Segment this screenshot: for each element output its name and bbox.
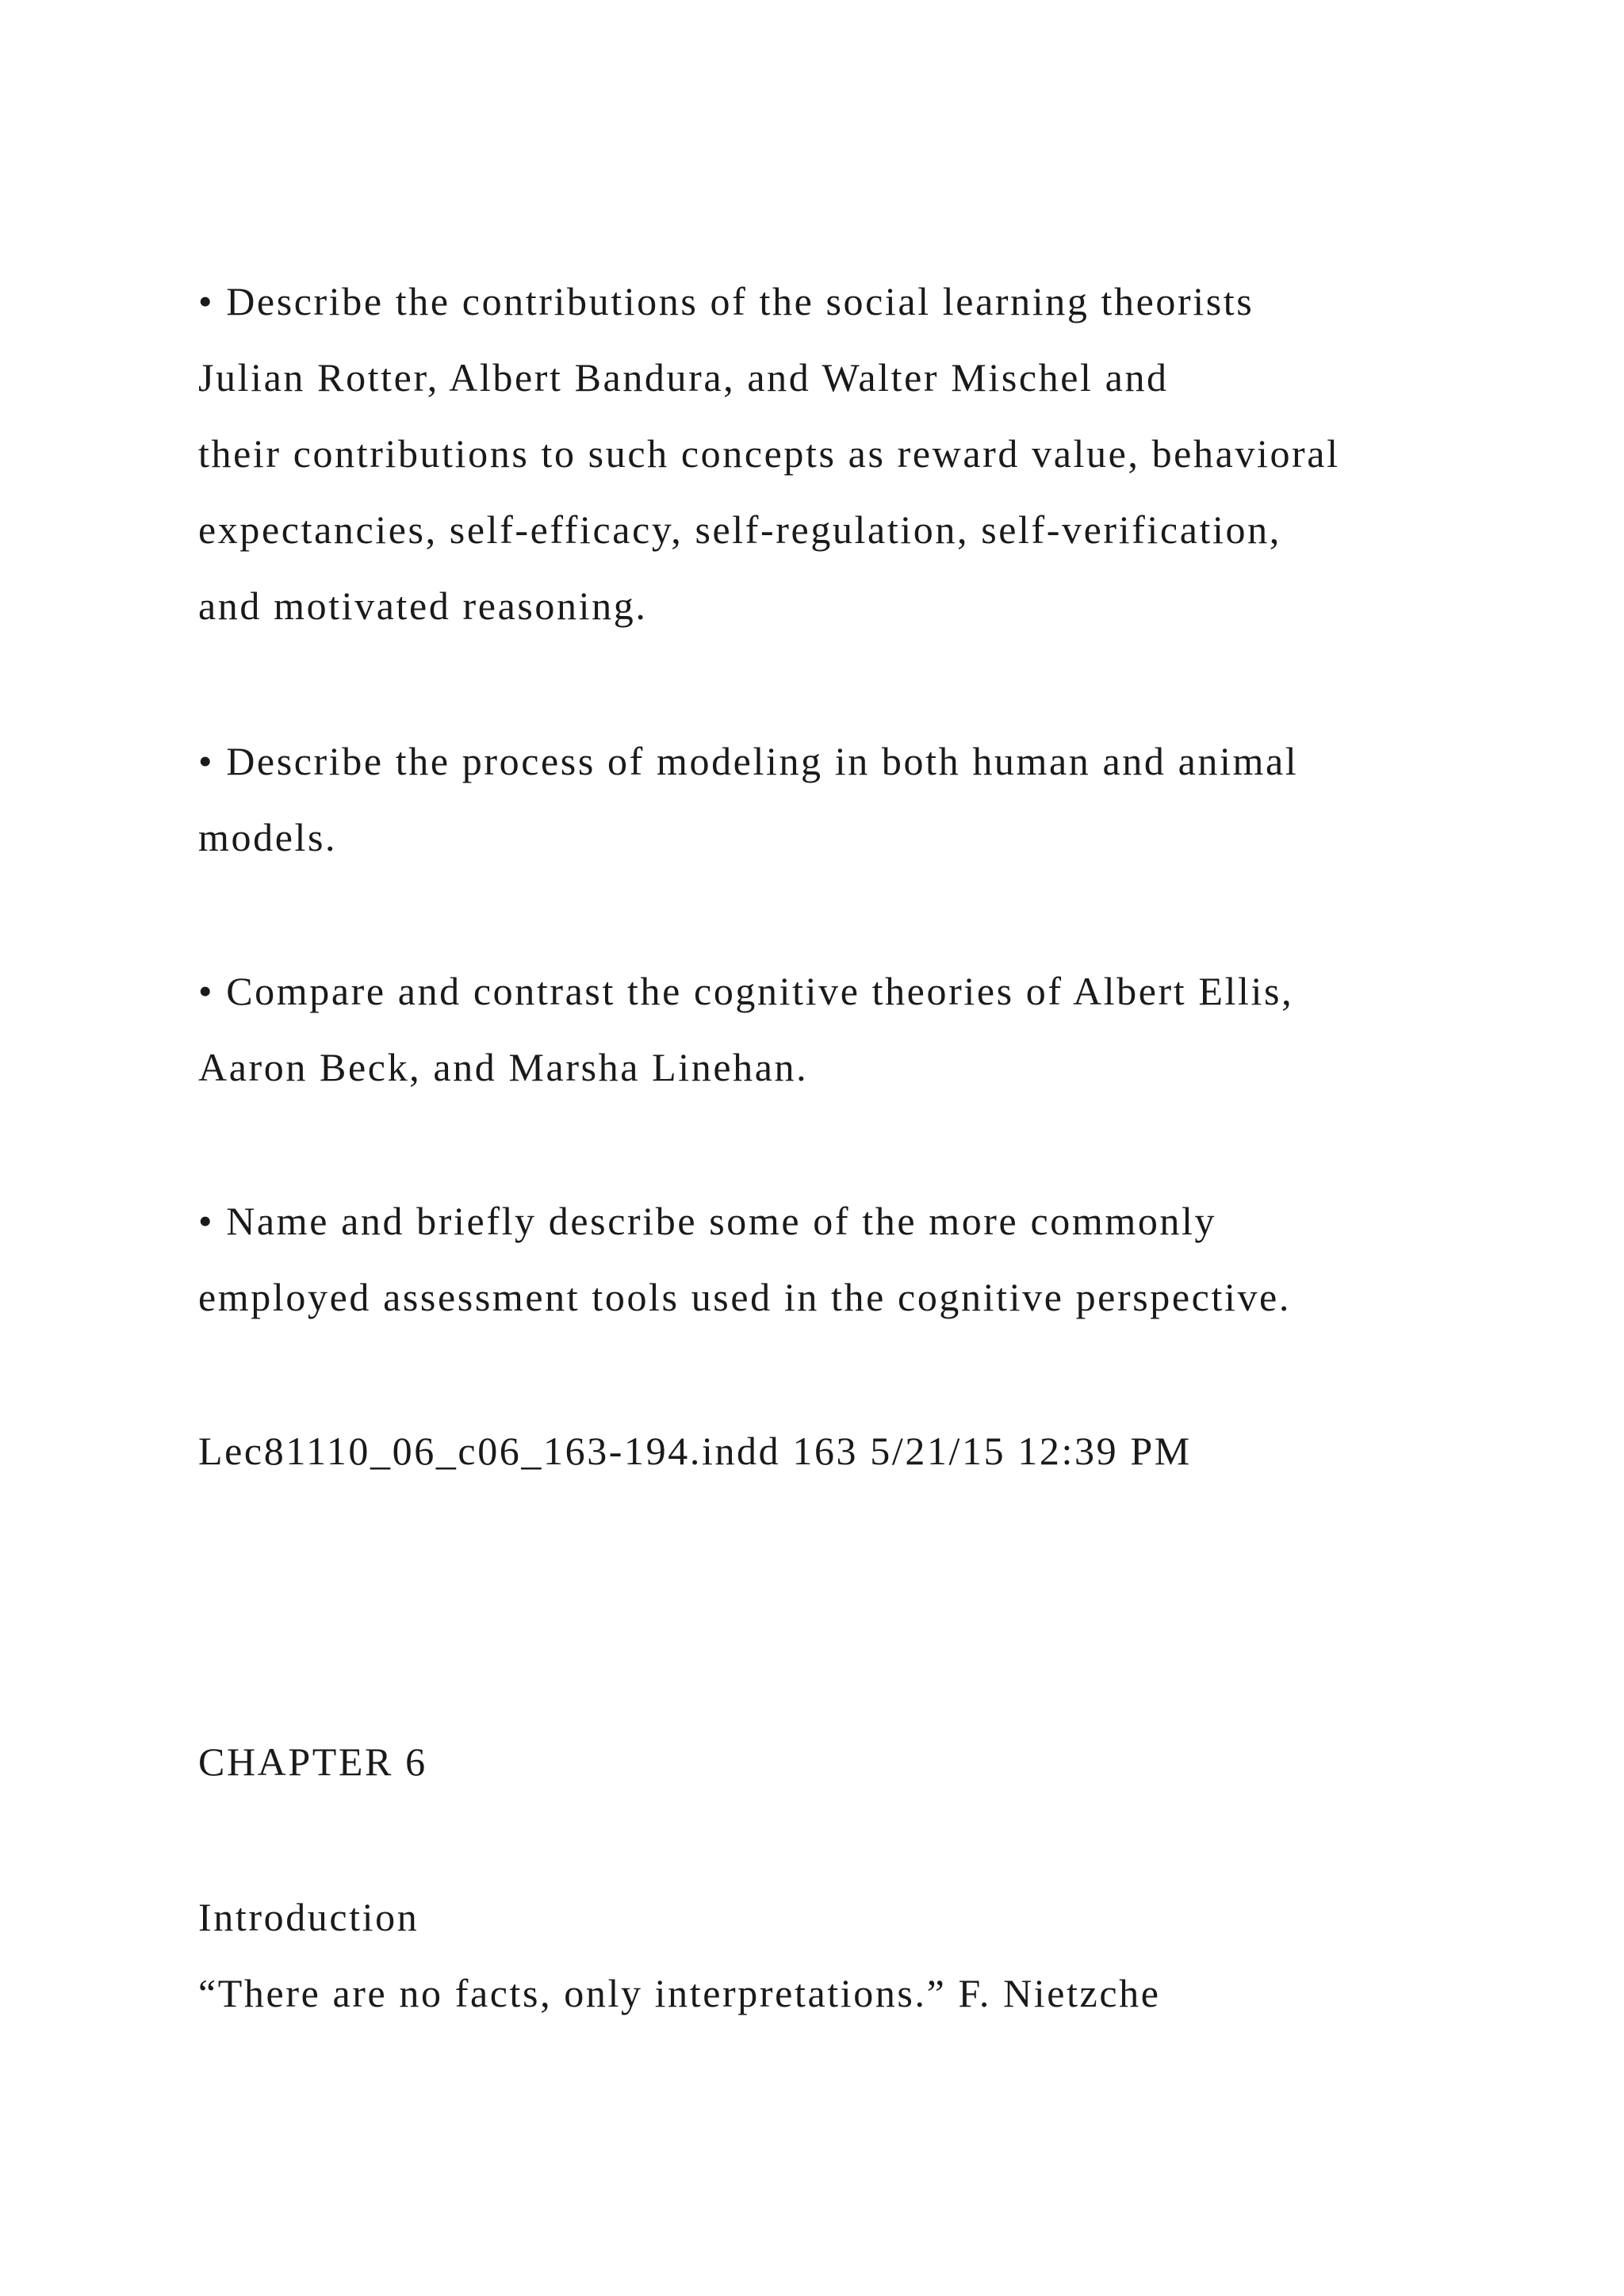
- print-slug: Lec81110_06_c06_163-194.indd 163 5/21/15 12:39 PM: [198, 1429, 1192, 1473]
- objective-1-line-1: • Describe the contributions of the social learning theorists: [198, 279, 1254, 323]
- objective-4-line-1: • Name and briefly describe some of the more commonly: [198, 1199, 1217, 1243]
- objective-1-line-3: their contributions to such concepts as reward value, behavioral: [198, 431, 1340, 476]
- objective-1-line-4: expectancies, self-efficacy, self-regulation, self-verification,: [198, 507, 1281, 552]
- objective-3-line-2: Aaron Beck, and Marsha Linehan.: [198, 1045, 809, 1089]
- objective-4-line-2: employed assessment tools used in the cognitive perspective.: [198, 1275, 1291, 1319]
- epigraph-quote: “There are no facts, only interpretations.” F. Nietzche: [198, 1971, 1161, 2015]
- objective-3-line-1: • Compare and contrast the cognitive theories of Albert Ellis,: [198, 969, 1294, 1013]
- objective-1-line-2: Julian Rotter, Albert Bandura, and Walter Mischel and: [198, 355, 1169, 400]
- section-title: Introduction: [198, 1895, 419, 1939]
- objective-2-line-1: • Describe the process of modeling in both human and animal: [198, 739, 1299, 783]
- chapter-heading: CHAPTER 6: [198, 1739, 427, 1784]
- objective-2-line-2: models.: [198, 815, 338, 859]
- objective-1-line-5: and motivated reasoning.: [198, 584, 648, 628]
